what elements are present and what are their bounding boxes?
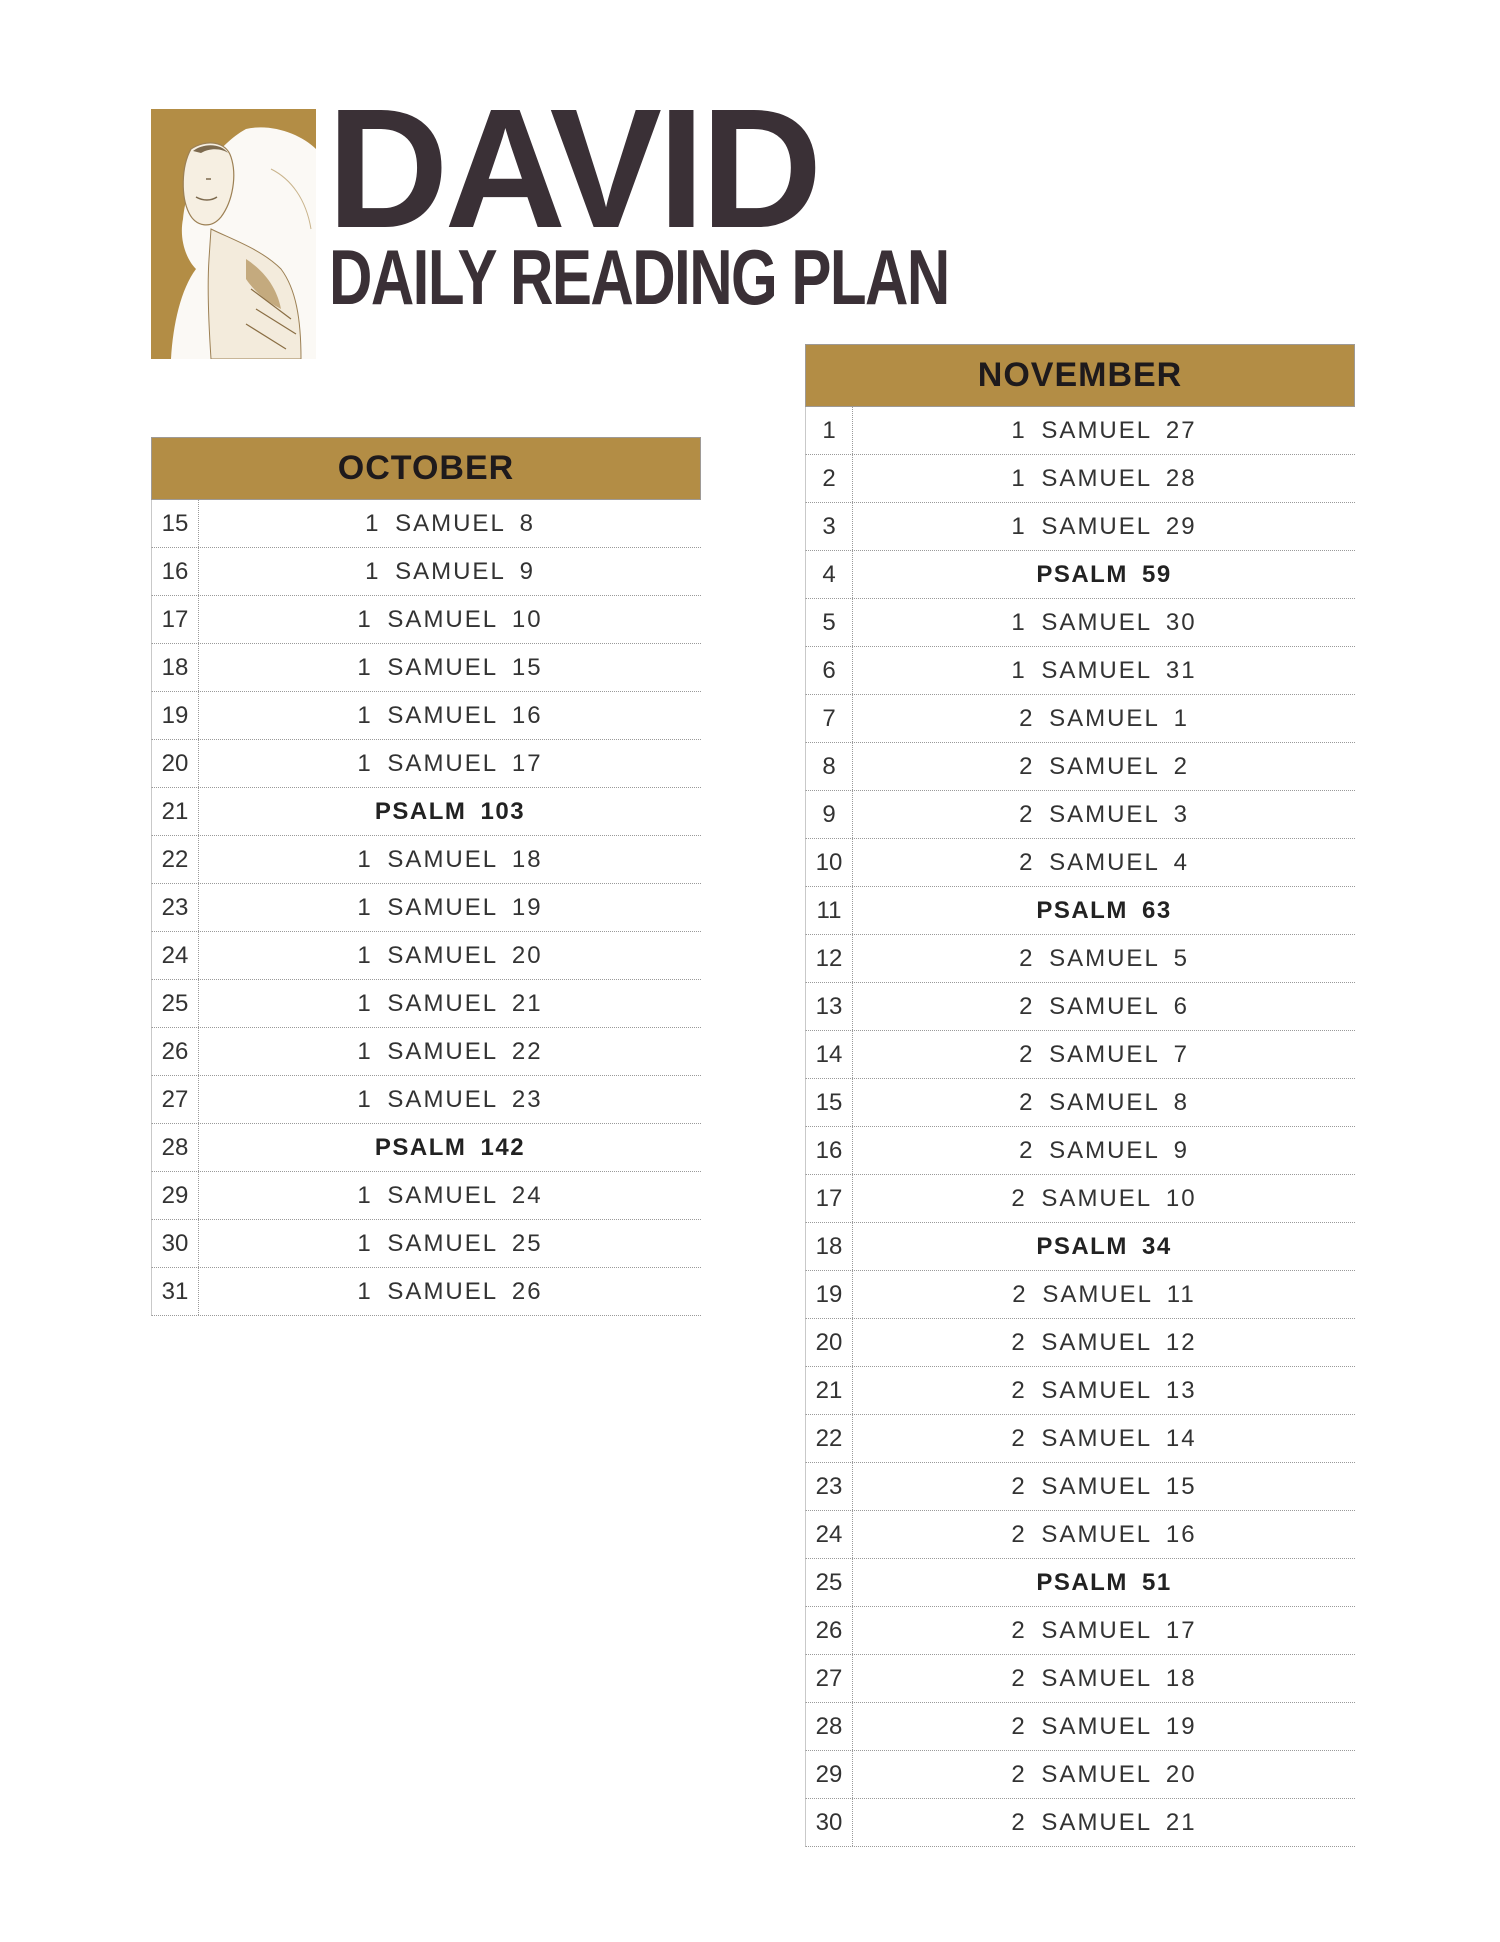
october-header: OCTOBER: [151, 437, 701, 500]
table-row: [805, 791, 1355, 839]
november-table: [805, 344, 1355, 1847]
day-number: 11: [806, 887, 853, 934]
reading-text: 1 SAMUEL 21: [357, 989, 543, 1017]
table-row: [151, 596, 701, 644]
reading-text: 2 SAMUEL 15: [1011, 1472, 1197, 1500]
table-row: [805, 743, 1355, 791]
day-number: 18: [806, 1223, 853, 1270]
table-row: [805, 1703, 1355, 1751]
day-number: 20: [806, 1319, 853, 1366]
day-number: 21: [152, 788, 199, 835]
table-row: [805, 599, 1355, 647]
reading-text: 2 SAMUEL 4: [1019, 848, 1189, 876]
november-header: NOVEMBER: [805, 344, 1355, 407]
reading-text: 1 SAMUEL 25: [357, 1229, 543, 1257]
day-number: 22: [806, 1415, 853, 1462]
reading-text: 2 SAMUEL 2: [1019, 752, 1189, 780]
reading-text: PSALM 34: [1036, 1232, 1172, 1260]
table-row: [151, 1124, 701, 1172]
reading-text: 2 SAMUEL 20: [1011, 1760, 1197, 1788]
reading-text: 2 SAMUEL 5: [1019, 944, 1189, 972]
page-subtitle: DAILY READING PLAN: [329, 233, 949, 321]
reading-text: 2 SAMUEL 12: [1011, 1328, 1197, 1356]
october-rows: [151, 500, 701, 1316]
reading-text: 2 SAMUEL 10: [1011, 1184, 1197, 1212]
reading-text: 2 SAMUEL 9: [1019, 1136, 1189, 1164]
day-number: 9: [806, 791, 853, 838]
table-row: [805, 1463, 1355, 1511]
table-row: [151, 932, 701, 980]
day-number: 3: [806, 503, 853, 550]
day-number: 17: [806, 1175, 853, 1222]
day-number: 16: [152, 548, 199, 595]
table-row: [805, 695, 1355, 743]
table-row: [805, 1031, 1355, 1079]
table-row: [805, 983, 1355, 1031]
day-number: 16: [806, 1127, 853, 1174]
table-row: [151, 644, 701, 692]
table-row: [805, 1751, 1355, 1799]
reading-text: 1 SAMUEL 26: [357, 1277, 543, 1305]
table-row: [805, 1607, 1355, 1655]
day-number: 13: [806, 983, 853, 1030]
reading-text: 1 SAMUEL 15: [357, 653, 543, 681]
table-row: [151, 836, 701, 884]
table-row: [805, 1319, 1355, 1367]
david-portrait-logo: [151, 109, 316, 359]
reading-text: 1 SAMUEL 23: [357, 1085, 543, 1113]
day-number: 5: [806, 599, 853, 646]
day-number: 1: [806, 407, 853, 454]
table-row: [805, 455, 1355, 503]
day-number: 30: [152, 1220, 199, 1267]
day-number: 12: [806, 935, 853, 982]
reading-text: 1 SAMUEL 10: [357, 605, 543, 633]
day-number: 19: [152, 692, 199, 739]
november-rows: [805, 407, 1355, 1847]
reading-text: 1 SAMUEL 28: [1011, 464, 1197, 492]
reading-text: 1 SAMUEL 29: [1011, 512, 1197, 540]
reading-text: 1 SAMUEL 20: [357, 941, 543, 969]
reading-text: PSALM 63: [1036, 896, 1172, 924]
day-number: 21: [806, 1367, 853, 1414]
reading-text: 2 SAMUEL 19: [1011, 1712, 1197, 1740]
reading-text: 2 SAMUEL 16: [1011, 1520, 1197, 1548]
reading-text: 2 SAMUEL 17: [1011, 1616, 1197, 1644]
day-number: 15: [806, 1079, 853, 1126]
reading-text: 1 SAMUEL 18: [357, 845, 543, 873]
reading-text: 1 SAMUEL 17: [357, 749, 543, 777]
reading-text: 1 SAMUEL 31: [1011, 656, 1197, 684]
reading-text: 2 SAMUEL 7: [1019, 1040, 1189, 1068]
table-row: [151, 500, 701, 548]
day-number: 30: [806, 1799, 853, 1846]
table-row: [805, 935, 1355, 983]
day-number: 10: [806, 839, 853, 886]
reading-text: 2 SAMUEL 14: [1011, 1424, 1197, 1452]
reading-text: PSALM 51: [1036, 1568, 1172, 1596]
table-row: [805, 1127, 1355, 1175]
day-number: 25: [152, 980, 199, 1027]
table-row: [151, 1220, 701, 1268]
day-number: 31: [152, 1268, 199, 1315]
table-row: [151, 692, 701, 740]
table-row: [805, 1367, 1355, 1415]
day-number: 27: [152, 1076, 199, 1123]
reading-text: PSALM 59: [1036, 560, 1172, 588]
table-row: [151, 980, 701, 1028]
reading-text: 1 SAMUEL 22: [357, 1037, 543, 1065]
table-row: [805, 1175, 1355, 1223]
david-portrait-icon: [151, 109, 316, 359]
day-number: 6: [806, 647, 853, 694]
reading-text: PSALM 103: [374, 797, 526, 825]
day-number: 23: [806, 1463, 853, 1510]
table-row: [805, 1415, 1355, 1463]
reading-text: 1 SAMUEL 8: [365, 509, 535, 537]
day-number: 28: [806, 1703, 853, 1750]
reading-text: 2 SAMUEL 21: [1011, 1808, 1197, 1836]
reading-text: 2 SAMUEL 18: [1011, 1664, 1197, 1692]
day-number: 7: [806, 695, 853, 742]
table-row: [805, 887, 1355, 935]
table-row: [805, 1271, 1355, 1319]
day-number: 24: [152, 932, 199, 979]
day-number: 29: [152, 1172, 199, 1219]
table-row: [151, 884, 701, 932]
day-number: 15: [152, 500, 199, 547]
reading-text: 2 SAMUEL 1: [1019, 704, 1189, 732]
table-row: [151, 548, 701, 596]
table-row: [151, 1076, 701, 1124]
day-number: 20: [152, 740, 199, 787]
reading-text: 1 SAMUEL 16: [357, 701, 543, 729]
table-row: [805, 1511, 1355, 1559]
reading-text: 1 SAMUEL 30: [1011, 608, 1197, 636]
reading-text: 2 SAMUEL 6: [1019, 992, 1189, 1020]
day-number: 8: [806, 743, 853, 790]
october-table: [151, 437, 701, 1316]
reading-text: 1 SAMUEL 9: [365, 557, 535, 585]
table-row: [805, 1559, 1355, 1607]
day-number: 19: [806, 1271, 853, 1318]
day-number: 29: [806, 1751, 853, 1798]
table-row: [151, 1172, 701, 1220]
reading-text: 2 SAMUEL 8: [1019, 1088, 1189, 1116]
table-row: [805, 503, 1355, 551]
reading-text: 2 SAMUEL 3: [1019, 800, 1189, 828]
day-number: 22: [152, 836, 199, 883]
day-number: 4: [806, 551, 853, 598]
day-number: 25: [806, 1559, 853, 1606]
reading-text: 1 SAMUEL 19: [357, 893, 543, 921]
day-number: 17: [152, 596, 199, 643]
table-row: [151, 788, 701, 836]
day-number: 26: [806, 1607, 853, 1654]
day-number: 27: [806, 1655, 853, 1702]
page-title: DAVID: [327, 74, 819, 264]
table-row: [805, 647, 1355, 695]
table-row: [805, 1223, 1355, 1271]
reading-text: 2 SAMUEL 11: [1012, 1280, 1196, 1308]
day-number: 2: [806, 455, 853, 502]
table-row: [805, 407, 1355, 455]
table-row: [805, 1799, 1355, 1847]
table-row: [151, 740, 701, 788]
table-row: [151, 1268, 701, 1316]
day-number: 14: [806, 1031, 853, 1078]
reading-text: PSALM 142: [374, 1133, 526, 1161]
reading-text: 2 SAMUEL 13: [1011, 1376, 1197, 1404]
day-number: 23: [152, 884, 199, 931]
reading-text: 1 SAMUEL 24: [357, 1181, 543, 1209]
table-row: [805, 551, 1355, 599]
table-row: [805, 1079, 1355, 1127]
day-number: 18: [152, 644, 199, 691]
day-number: 26: [152, 1028, 199, 1075]
day-number: 28: [152, 1124, 199, 1171]
table-row: [151, 1028, 701, 1076]
reading-text: 1 SAMUEL 27: [1011, 416, 1197, 444]
day-number: 24: [806, 1511, 853, 1558]
table-row: [805, 839, 1355, 887]
table-row: [805, 1655, 1355, 1703]
